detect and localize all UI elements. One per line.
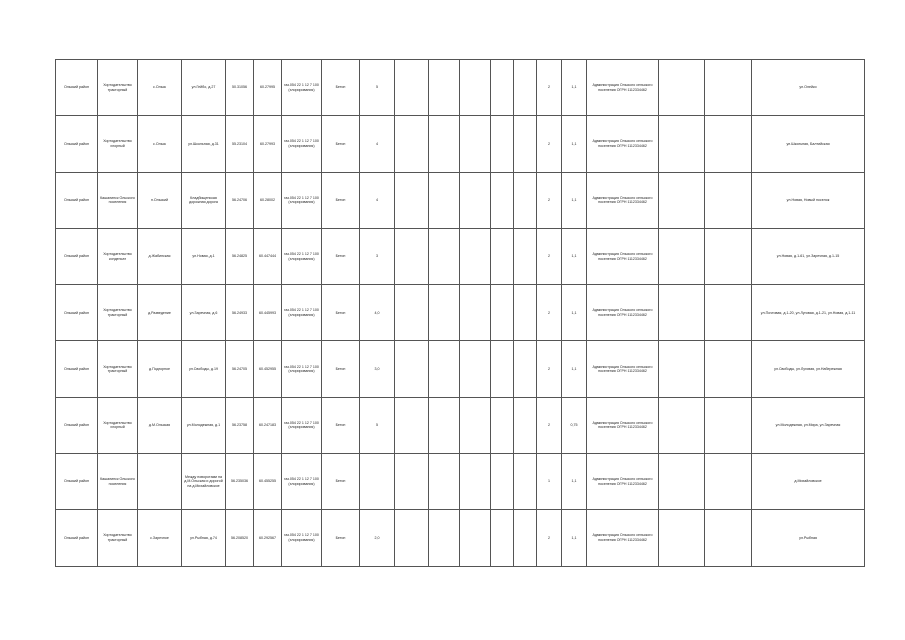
table-cell: 56.24825 [226, 228, 254, 284]
table-row [56, 60, 865, 116]
table-cell [460, 60, 491, 116]
table-cell: Бетон [322, 172, 360, 228]
table-cell: 2 [537, 285, 562, 341]
table-cell [491, 397, 514, 453]
table-cell: Ольский район [56, 510, 98, 566]
table-cell [705, 60, 752, 116]
table-cell: 1 [537, 454, 562, 510]
table-row [56, 285, 865, 341]
table-cell [429, 228, 460, 284]
table-cell [395, 397, 429, 453]
table-cell: Администрация Ольского сельского поселения ОГРН 1112334462 [587, 60, 659, 116]
table-cell: 1,1 [562, 228, 587, 284]
table-cell: 2 [537, 397, 562, 453]
table-cell: 56.24933 [226, 285, 254, 341]
table-cell [429, 397, 460, 453]
container-sites-table [55, 59, 865, 567]
table-cell [460, 454, 491, 510]
table-cell: Администрация Ольского сельского поселения ОГРН 1112334462 [587, 172, 659, 228]
table-cell [514, 172, 537, 228]
table-cell: 4 [360, 116, 395, 172]
table-cell [460, 228, 491, 284]
table-cell: Ольский район [56, 397, 98, 453]
table-cell: газ.054 22 1 12 7 100 (хлорирования) [282, 116, 322, 172]
table-cell: Администрация Ольского сельского поселения ОГРН 1112334462 [587, 454, 659, 510]
table-cell: Бетон [322, 285, 360, 341]
table-cell: Кашалинск Ольского поселения [98, 454, 138, 510]
table-cell: 56.24705 [226, 341, 254, 397]
table-cell [514, 397, 537, 453]
table-cell: 5 [360, 60, 395, 116]
table-cell [659, 172, 705, 228]
table-cell [659, 228, 705, 284]
table-cell: 60.447444 [254, 228, 282, 284]
table-cell: 60.28002 [254, 172, 282, 228]
table-cell: д.Подгорное [138, 341, 182, 397]
table-cell: с.Ольск [138, 60, 182, 116]
table-cell: 2 [537, 172, 562, 228]
table-cell: Ольский район [56, 116, 98, 172]
table-cell: Администрация Ольского сельского поселения ОГРН 1112334462 [587, 510, 659, 566]
table-cell: 60.27993 [254, 116, 282, 172]
table-cell: газ.054 22 1 12 7 100 (хлорирования) [282, 510, 322, 566]
table-row [56, 341, 865, 397]
table-cell [705, 228, 752, 284]
table-cell: 60.452955 [254, 341, 282, 397]
table-cell [514, 228, 537, 284]
table-cell: Между поворотами на д.М.Ольская и дорогой на д.Михайловское [182, 454, 226, 510]
table-cell: 2 [537, 116, 562, 172]
table-cell [705, 172, 752, 228]
table-cell: 2 [537, 228, 562, 284]
table-cell [491, 116, 514, 172]
table-cell: 2 [537, 60, 562, 116]
table-cell: Бетон [322, 228, 360, 284]
table-cell: ул.Рыбная [752, 510, 865, 566]
table-row [56, 116, 865, 172]
table-cell [395, 172, 429, 228]
table-cell [395, 341, 429, 397]
table-row [56, 397, 865, 453]
table-cell: 55.23104 [226, 116, 254, 172]
table-cell: 2 [537, 341, 562, 397]
table-cell: 60.455255 [254, 454, 282, 510]
table-cell: Администрация Ольского сельского поселения ОГРН 1112334462 [587, 285, 659, 341]
table-cell: 56.23758 [226, 397, 254, 453]
table-cell [460, 172, 491, 228]
table-cell: 60.27995 [254, 60, 282, 116]
table-cell: ул.Новая, д.1-61, ул.Заречная, д.1-15 [752, 228, 865, 284]
table-cell: Кладбищенская дорожная дорога [182, 172, 226, 228]
table-cell: 0,75 [562, 397, 587, 453]
table-cell: ул.Почтовая, д.1-20, ул.Луговая, д.1-21, ул.Новая, д.1-11 [752, 285, 865, 341]
table-cell: 60.247183 [254, 397, 282, 453]
table-cell: 1,1 [562, 341, 587, 397]
table-row [56, 454, 865, 510]
table-cell [429, 341, 460, 397]
table-cell: 5 [360, 397, 395, 453]
table-cell [429, 116, 460, 172]
table-cell: Администрация Ольского сельского поселения ОГРН 1112334462 [587, 228, 659, 284]
table-cell: ул.Олейко [752, 60, 865, 116]
table-cell: Хортодательство хлорный [98, 116, 138, 172]
table-cell [705, 341, 752, 397]
table-cell [429, 172, 460, 228]
table-cell [395, 60, 429, 116]
table-cell [491, 172, 514, 228]
table-cell: ул.Гейбо, д.27 [182, 60, 226, 116]
table-cell: д.Разведение [138, 285, 182, 341]
table-cell: Бетон [322, 454, 360, 510]
table-cell [659, 397, 705, 453]
table-cell: Ольский район [56, 454, 98, 510]
table-cell [659, 60, 705, 116]
table-cell: 4,0 [360, 285, 395, 341]
table-row [56, 172, 865, 228]
table-cell [491, 60, 514, 116]
table-cell: ул.Молодежная, ул.Мира, ул.Заречная [752, 397, 865, 453]
table-row [56, 228, 865, 284]
table-cell: Ольский район [56, 172, 98, 228]
table-cell: д.Михайловское [752, 454, 865, 510]
table-cell [659, 341, 705, 397]
table-row [56, 510, 865, 566]
table-cell: газ.054 22 1 12 7 100 (хлорирования) [282, 341, 322, 397]
table-cell: 50.31056 [226, 60, 254, 116]
table-cell: Администрация Ольского сельского поселения ОГРН 1112334462 [587, 397, 659, 453]
table-cell: ул.Молодежная, д.1 [182, 397, 226, 453]
table-cell [395, 116, 429, 172]
table-cell: газ.054 22 1 12 7 100 (хлорирования) [282, 454, 322, 510]
table-cell [659, 116, 705, 172]
table-cell [514, 341, 537, 397]
table-cell: 2 [537, 510, 562, 566]
table-cell [395, 510, 429, 566]
table-cell: 1,1 [562, 454, 587, 510]
table-cell: д.М.Ольская [138, 397, 182, 453]
table-cell: 1,1 [562, 60, 587, 116]
table-cell [514, 454, 537, 510]
table-cell: ул.Заречная, д.6 [182, 285, 226, 341]
table-cell [395, 285, 429, 341]
table-cell: Бетон [322, 510, 360, 566]
table-cell: 60.292567 [254, 510, 282, 566]
table-cell [514, 510, 537, 566]
table-cell [491, 341, 514, 397]
table-cell [460, 510, 491, 566]
table-cell [705, 116, 752, 172]
table-cell: с.Заречное [138, 510, 182, 566]
table-cell [491, 285, 514, 341]
table-cell: 1,1 [562, 172, 587, 228]
table-cell [491, 228, 514, 284]
table-cell: Хортодательство конденсат [98, 228, 138, 284]
table-cell: Ольский район [56, 228, 98, 284]
table-cell: Бетон [322, 116, 360, 172]
table-cell: Бетон [322, 60, 360, 116]
table-cell: 4 [360, 172, 395, 228]
table-cell [514, 116, 537, 172]
table-cell [705, 510, 752, 566]
table-cell [460, 116, 491, 172]
table-cell: Хортодательство тракторный [98, 341, 138, 397]
table-cell: д.Жабинская [138, 228, 182, 284]
table-cell [460, 397, 491, 453]
table-cell: ул.Новая, д.1 [182, 228, 226, 284]
table-cell: Хортодательство хлорный [98, 397, 138, 453]
table-cell: Бетон [322, 397, 360, 453]
table-cell: Администрация Ольского сельского поселения ОГРН 1112334462 [587, 341, 659, 397]
table-cell: 56.235036 [226, 454, 254, 510]
table-cell [460, 285, 491, 341]
table-cell [705, 285, 752, 341]
table-cell: Хортодательство тракторный [98, 285, 138, 341]
table-cell [705, 397, 752, 453]
table-cell: 3 [360, 228, 395, 284]
table-cell: 56.208520 [226, 510, 254, 566]
table-cell: Администрация Ольского сельского поселения ОГРН 1112334462 [587, 116, 659, 172]
table-cell [395, 228, 429, 284]
table-cell: п.Ольский [138, 172, 182, 228]
table-cell: ул.Свободы, д.19 [182, 341, 226, 397]
table-cell: 1,1 [562, 285, 587, 341]
table-cell: Ольский район [56, 341, 98, 397]
table-cell: газ.054 22 1 12 7 100 (хлорирования) [282, 397, 322, 453]
table-cell: Ольский район [56, 285, 98, 341]
table-cell [360, 454, 395, 510]
table-cell [429, 285, 460, 341]
table-cell [491, 510, 514, 566]
table-cell: 2,0 [360, 510, 395, 566]
table-cell: газ.054 22 1 12 7 100 (хлорирования) [282, 228, 322, 284]
table-cell: с.Ольск [138, 116, 182, 172]
table-cell: ул.Школьная, д.31 [182, 116, 226, 172]
table-cell [659, 285, 705, 341]
table-cell: Ольский район [56, 60, 98, 116]
table-cell: 56.24706 [226, 172, 254, 228]
table-cell [514, 60, 537, 116]
table-cell: газ.054 22 1 12 7 100 (хлорирования) [282, 60, 322, 116]
table-cell [705, 454, 752, 510]
table-cell: газ.054 22 1 12 7 100 (хлорирования) [282, 172, 322, 228]
table-cell: Хортодательство тракторный [98, 60, 138, 116]
table-cell: газ.054 22 1 12 7 100 (хлорирования) [282, 285, 322, 341]
table-cell [429, 60, 460, 116]
table-cell [460, 341, 491, 397]
table-cell [429, 454, 460, 510]
table-cell [395, 454, 429, 510]
table-cell: 3,0 [360, 341, 395, 397]
table-cell: Кашалинск Ольского поселения [98, 172, 138, 228]
table-cell [491, 454, 514, 510]
table-cell: 60.445993 [254, 285, 282, 341]
table-cell: ул.Новая, Новый поселок [752, 172, 865, 228]
table-cell [659, 454, 705, 510]
table-cell: ул.Рыбная, д.74 [182, 510, 226, 566]
table-cell: Хортодательство тракторный [98, 510, 138, 566]
table-cell: ул.Свободы, ул.Луговая, ул.Набережная [752, 341, 865, 397]
table-cell: ул.Школьная, Балтийская [752, 116, 865, 172]
table-cell [659, 510, 705, 566]
table-cell [138, 454, 182, 510]
table-cell [429, 510, 460, 566]
table-cell: 1,1 [562, 510, 587, 566]
table-cell: 1,1 [562, 116, 587, 172]
table-cell: Бетон [322, 341, 360, 397]
table-cell [514, 285, 537, 341]
